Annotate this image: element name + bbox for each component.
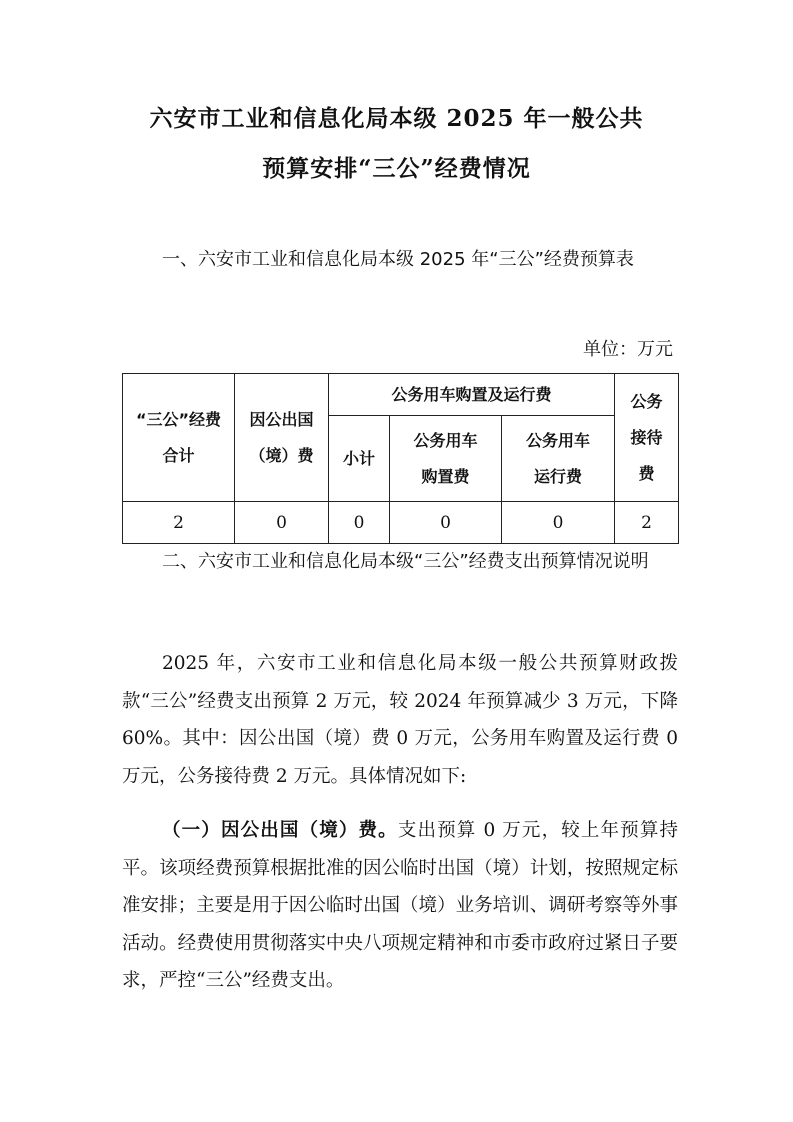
section-1-heading: 一、六安市工业和信息化局本级 2025 年“三公”经费预算表: [162, 249, 634, 270]
cell-abroad: 0: [235, 502, 329, 544]
header-reception: 公务接待费: [615, 374, 679, 502]
budget-table: [122, 373, 679, 544]
cell-reception: 2: [615, 502, 679, 544]
header-purchase: 公务用车购置费: [390, 416, 502, 502]
document-title-line-1: 六安市工业和信息化局本级 2025 年一般公共: [149, 105, 644, 132]
document-title-line-2: 预算安排“三公”经费情况: [262, 155, 531, 182]
unit-label: 单位：万元: [583, 339, 673, 360]
cell-subtotal: 0: [329, 502, 390, 544]
cell-purchase: 0: [390, 502, 502, 544]
paragraph-abroad: [122, 812, 678, 1000]
section-2-heading: 二、六安市工业和信息化局本级“三公”经费支出预算情况说明: [162, 551, 649, 572]
header-abroad: 因公出国（境）费: [235, 374, 329, 502]
paragraph-overview: 2025 年，六安市工业和信息化局本级一般公共预算财政拨款“三公”经费支出预算 2 万元，较 2024 年预算减少 3 万元，下降 60%。其中：因公出国（境）费 0 万元，公务用车购置及运行费 0 万元，公务接待费 2 万元。具体情况如下:: [122, 653, 678, 787]
cell-total: 2: [123, 502, 235, 544]
paragraph-abroad-body: 支出预算 0 万元，较上年预算持平。该项经费预算根据批准的因公临时出国（境）计划，按照规定标准安排；主要是用于因公临时出国（境）业务培训、调研考察等外事活动。经费使用贯彻落实中央八项规定精神和市委市政府过紧日子要求，严控“三公”经费支出。: [122, 820, 678, 991]
header-subtotal: 小计: [329, 416, 390, 502]
header-vehicle-group: 公务用车购置及运行费: [329, 374, 615, 416]
header-total: “三公”经费合计: [123, 374, 235, 502]
paragraph-abroad-lead: （一）因公出国（境）费。: [162, 820, 398, 841]
header-operation: 公务用车运行费: [502, 416, 615, 502]
cell-operation: 0: [502, 502, 615, 544]
